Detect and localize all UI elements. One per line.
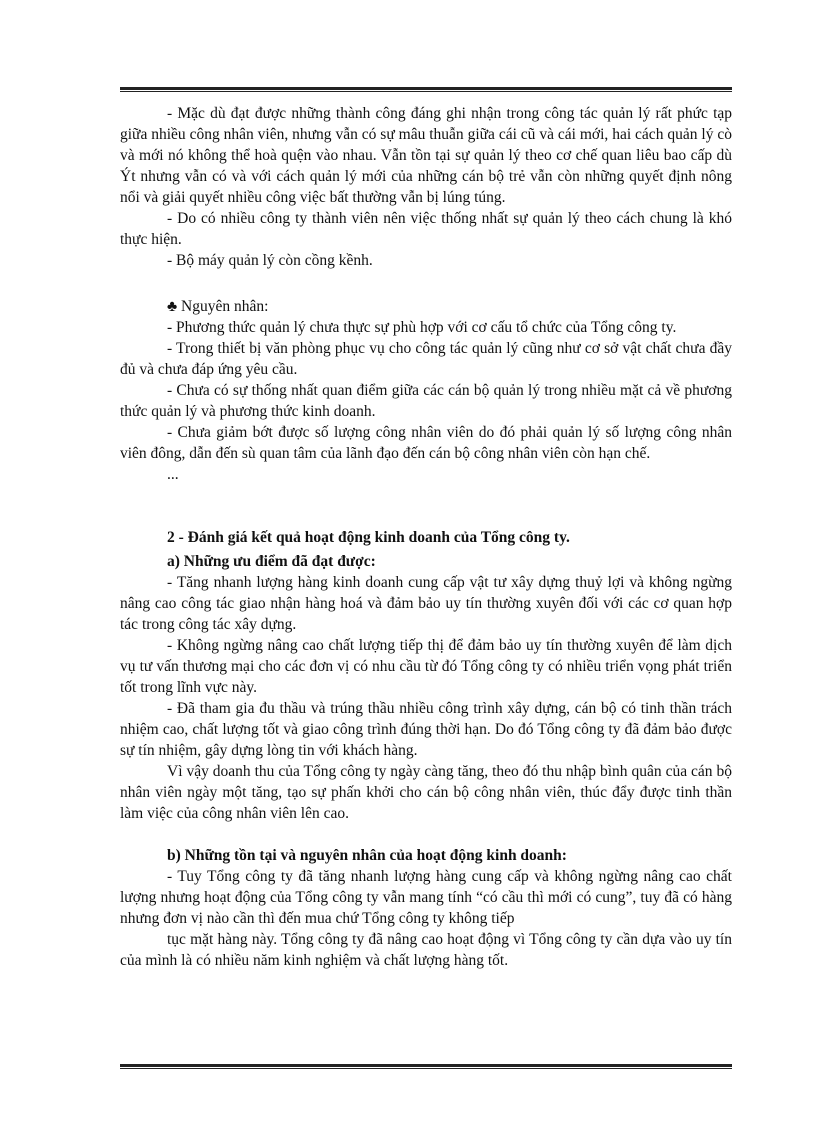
club-bullet-icon: ♣: [167, 298, 178, 315]
limitation-paragraph-continued: tục mặt hàng này. Tổng công ty đã nâng cao hoạt động vì Tổng công ty cần dựa vào uy tín của mình là có nhiều năm kinh nghiệm và chất lượng hàng tốt.: [120, 931, 732, 969]
paragraph: - Bộ máy quản lý còn cồng kềnh.: [167, 252, 373, 269]
cause-item: - Trong thiết bị văn phòng phục vụ cho công tác quản lý cũng như cơ sở vật chất chưa đầy đủ và chưa đáp ứng yêu cầu.: [120, 340, 732, 378]
causes-heading-label: Nguyên nhân:: [181, 298, 269, 315]
ellipsis: ...: [167, 466, 179, 483]
advantage-item: - Đã tham gia đu thầu và trúng thầu nhiều công trình xây dựng, cán bộ có tinh thần trách nhiệm cao, chất lượng tốt và giao công trình đúng thời hạn. Do đó Tổng công ty đã đảm bảo được sự tín nhiệm, gây dựng lòng tin với khách hàng.: [120, 700, 732, 759]
paragraph: - Do có nhiều công ty thành viên nên việc thống nhất sự quản lý theo cách chung là khó thực hiện.: [120, 210, 732, 248]
document-body: [120, 103, 732, 971]
causes-heading: [120, 296, 732, 317]
cause-item: - Chưa giảm bớt được số lượng công nhân viên do đó phải quản lý số lượng công nhân viên đông, dẫn đến sù quan tâm của lãnh đạo đến cán bộ công nhân viên còn hạn chế.: [120, 424, 732, 462]
footer-rule: [120, 1064, 732, 1069]
section-title: 2 - Đánh giá kết quả hoạt động kinh doanh của Tổng công ty.: [167, 529, 570, 546]
subsection-a-title: a) Những ưu điểm đã đạt được:: [167, 553, 376, 570]
header-rule: [120, 87, 732, 92]
limitation-paragraph: - Tuy Tổng công ty đã tăng nhanh lượng hàng cung cấp và không ngừng nâng cao chất lượng nhưng hoạt động của Tổng công ty vẫn mang tính “có cầu thì mới có cung”, tuy đã có hàng nhưng đơn vị nào cần thì đến mua chứ Tổng công ty không tiếp: [120, 868, 732, 927]
paragraph: - Mặc dù đạt được những thành công đáng ghi nhận trong công tác quản lý rất phức tạp giữa nhiều công nhân viên, nhưng vẫn có sự mâu thuẫn giữa cái cũ và cái mới, hai cách quản lý cò và mới nó không thể hoà quện vào nhau. Vẫn tồn tại sự quản lý theo cơ chế quan liêu bao cấp dù Ýt nhưng vẫn có và với cách quản lý mới của những cán bộ trẻ vẫn còn những quyết định nông nổi và giải quyết nhiều công việc bất thường vẫn bị lúng túng.: [120, 105, 732, 206]
advantage-item: - Không ngừng nâng cao chất lượng tiếp thị để đảm bảo uy tín thường xuyên để làm dịch vụ tư vấn thương mại cho các đơn vị có nhu cầu từ đó Tổng công ty có nhiều triển vọng phát triển tốt trong lĩnh vực này.: [120, 637, 732, 696]
advantage-item: - Tăng nhanh lượng hàng kinh doanh cung cấp vật tư xây dựng thuỷ lợi và không ngừng nâng cao công tác giao nhận hàng hoá và đảm bảo uy tín thường xuyên đối với các cơ quan hợp tác trong công tác xây dựng.: [120, 574, 732, 633]
advantage-item: Vì vậy doanh thu của Tổng công ty ngày càng tăng, theo đó thu nhập bình quân của cán bộ nhân viên ngày một tăng, tạo sự phấn khởi cho cán bộ công nhân viên, thúc đẩy được tinh thần làm việc của công nhân viên lên cao.: [120, 763, 732, 822]
cause-item: - Chưa có sự thống nhất quan điểm giữa các cán bộ quản lý trong nhiều mặt cả về phương thức quản lý và phương thức kinh doanh.: [120, 382, 732, 420]
cause-item: - Phương thức quản lý chưa thực sự phù hợp với cơ cấu tổ chức của Tổng công ty.: [167, 319, 677, 336]
subsection-b-title: b) Những tồn tại và nguyên nhân của hoạt động kinh doanh:: [167, 847, 567, 864]
